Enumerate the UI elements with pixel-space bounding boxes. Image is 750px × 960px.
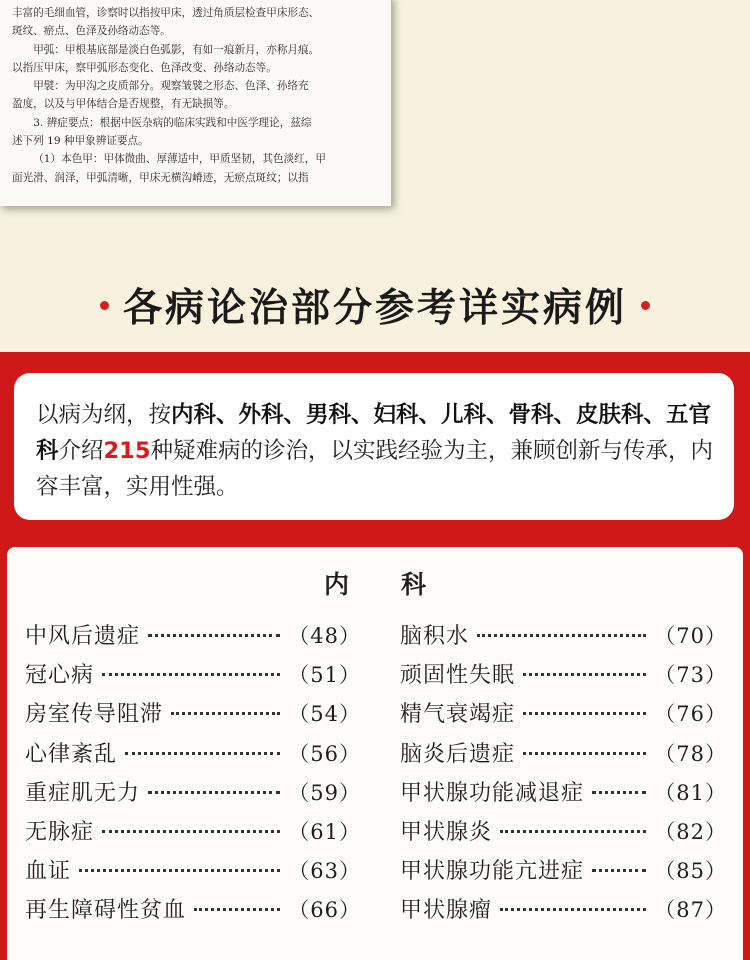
- toc-entry-name: 顽固性失眠: [400, 663, 516, 689]
- dot-leader: [79, 869, 280, 872]
- toc-entry: [400, 619, 727, 658]
- intro-text: 介绍: [58, 438, 104, 464]
- toc-entry: [400, 737, 727, 776]
- bullet-dot-left: [100, 301, 109, 310]
- toc-entry: [25, 697, 361, 736]
- book-page-excerpt: [0, 0, 392, 206]
- toc-entry-page: （61）: [288, 819, 361, 844]
- toc-entry: [25, 893, 361, 932]
- intro-text: 以病为纲，按: [36, 402, 172, 428]
- excerpt-line: 以指压甲床，察甲弧形态变化、色泽改变、孙络动态等。: [12, 61, 277, 74]
- toc-entry-page: （63）: [288, 859, 361, 884]
- excerpt-line: 甲襞：为甲沟之皮质部分。观察皱襞之形态、色泽、孙络充: [33, 80, 309, 93]
- bullet-dot-right: [641, 301, 650, 310]
- toc-entry-name: 冠心病: [25, 663, 95, 689]
- toc-column-left: [25, 619, 361, 933]
- dot-leader: [171, 712, 280, 715]
- dot-leader: [148, 634, 280, 637]
- toc-entry-name: 再生障碍性贫血: [25, 898, 187, 924]
- toc-entry-name: 甲状腺炎: [400, 819, 493, 845]
- toc-entry-page: （82）: [654, 819, 727, 844]
- toc-entry: [400, 854, 727, 893]
- toc-entry-name: 血证: [25, 859, 72, 885]
- excerpt-line: 斑纹、瘀点、色泽及孙络动态等。: [12, 25, 171, 38]
- toc-heading: 内科: [323, 570, 478, 599]
- toc-entry-name: 脑炎后遗症: [400, 741, 516, 767]
- table-of-contents: [7, 547, 743, 960]
- toc-entry-page: （48）: [288, 624, 361, 648]
- toc-entry-page: （59）: [288, 780, 361, 805]
- toc-entry: [25, 737, 361, 776]
- dot-leader: [102, 673, 280, 676]
- toc-entry: [400, 658, 727, 697]
- toc-entry-page: （81）: [654, 780, 727, 805]
- excerpt-line: 盈度，以及与甲体结合是否规整，有无缺损等。: [12, 98, 235, 111]
- toc-entry: [400, 893, 727, 932]
- excerpt-line: 3. 辨症要点：根据中医杂病的临床实践和中医学理论，兹综: [33, 116, 312, 129]
- dot-leader: [194, 908, 280, 911]
- dot-leader: [523, 752, 646, 755]
- toc-entry-name: 甲状腺功能亢进症: [400, 859, 585, 885]
- toc-entry-name: 甲状腺功能减退症: [400, 780, 585, 806]
- toc-entry-name: 中风后遗症: [25, 624, 141, 649]
- intro-text: 种疑难病的诊治，以实践经验为主，兼顾创新与传承，内容丰富，实用性强。: [36, 438, 714, 500]
- toc-entry: [25, 619, 361, 658]
- intro-card: [14, 373, 734, 520]
- toc-entry-page: （73）: [654, 663, 727, 688]
- excerpt-line: 丰富的毛细血管，诊察时以指按甲床，透过角质层检查甲床形态、: [12, 7, 320, 19]
- toc-entry: [400, 815, 727, 854]
- toc-entry-name: 甲状腺瘤: [400, 898, 493, 924]
- toc-entry: [400, 697, 727, 736]
- dot-leader: [592, 791, 646, 794]
- dot-leader: [500, 908, 646, 911]
- toc-entry-name: 房室传导阻滞: [25, 702, 164, 728]
- toc-entry: [25, 776, 361, 815]
- toc-entry-name: 精气衰竭症: [400, 702, 516, 728]
- toc-entry-page: （51）: [288, 663, 361, 688]
- toc-entry-page: （87）: [654, 898, 727, 923]
- toc-entry-page: （78）: [654, 741, 727, 766]
- dot-leader: [102, 830, 280, 833]
- toc-entry-page: （56）: [288, 741, 361, 766]
- toc-entry: [25, 854, 361, 893]
- disease-count: 215: [103, 438, 151, 464]
- toc-entry-page: （76）: [654, 702, 727, 727]
- excerpt-line: （1）本色甲：甲体微曲、厚薄适中，甲质坚韧，其色淡红，甲: [33, 153, 326, 166]
- toc-entry-name: 心律紊乱: [25, 741, 118, 767]
- dot-leader: [523, 673, 646, 676]
- toc-entry: [25, 815, 361, 854]
- toc-entry-page: （70）: [654, 624, 727, 648]
- toc-entry-page: （85）: [654, 859, 727, 884]
- toc-entry-name: 重症肌无力: [25, 780, 141, 806]
- section-title: 各病论治部分参考详实病例: [122, 286, 627, 331]
- toc-entry: [25, 658, 361, 697]
- excerpt-line: 述下列 19 种甲象辨证要点。: [12, 135, 149, 148]
- dot-leader: [477, 634, 646, 637]
- dot-leader: [523, 712, 646, 715]
- dot-leader: [125, 752, 280, 755]
- section-title-band: [0, 265, 750, 345]
- toc-entry-page: （54）: [288, 702, 361, 727]
- toc-entry-name: 无脉症: [25, 819, 95, 845]
- toc-entry: [400, 776, 727, 815]
- intro-departments: 内科、外科、男科、妇科、儿科、骨科、皮肤科、五官科: [36, 402, 712, 464]
- toc-entry-page: （66）: [288, 898, 361, 923]
- dot-leader: [500, 830, 646, 833]
- excerpt-line: 面光滑、润泽，甲弧清晰，甲床无横沟嵴迹，无瘀点斑纹；以指: [12, 171, 309, 184]
- toc-column-right: [400, 619, 727, 933]
- excerpt-line: 甲弧：甲根基底部是淡白色弧影，有如一痕新月，亦称月痕。: [33, 43, 320, 56]
- dot-leader: [148, 791, 280, 794]
- toc-entry-name: 脑积水: [400, 624, 470, 649]
- dot-leader: [592, 869, 646, 872]
